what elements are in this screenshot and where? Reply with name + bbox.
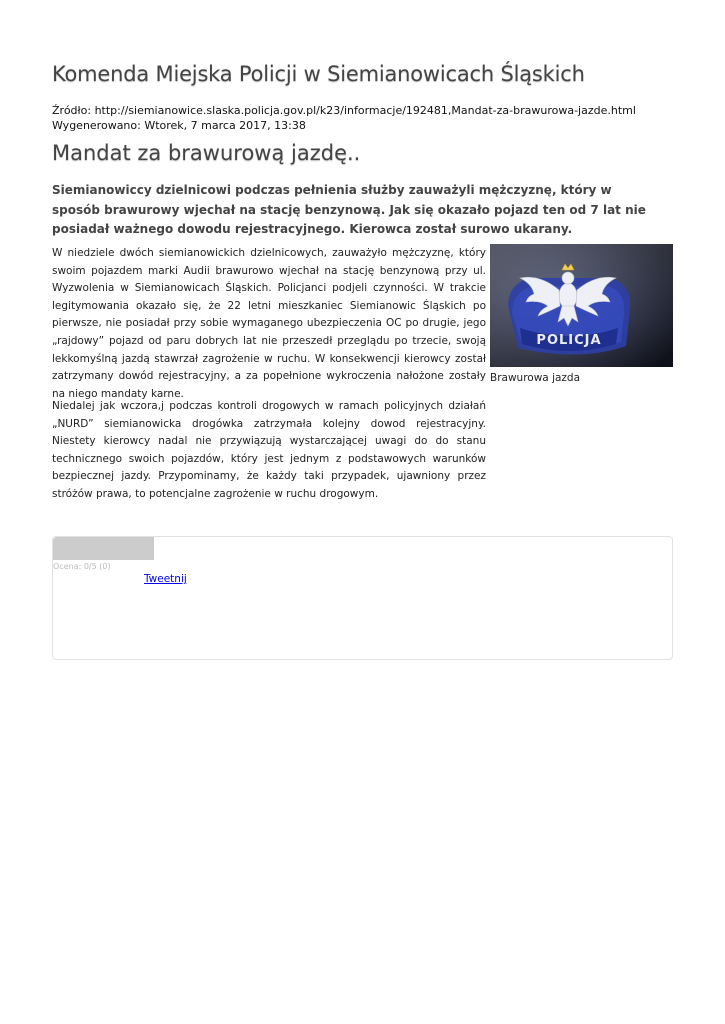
document-meta (52, 103, 636, 133)
tweet-link[interactable]: Tweetnij (144, 573, 187, 585)
article-figure (490, 244, 673, 384)
article-paragraph-2: Niedalej jak wczora,j podczas kontroli drogowych w ramach policyjnych działań „NURD” siemianowicka drogówka zatrzymała kolejny dowod rejestracyjny. Niestety kierowcy nadal nie przywiązują wystarczającej uwagi do do stanu technicznego swoich pojazdów, który jest jednym z podstawowych warunków bezpiecznej jazdy. Przypominamy, że każdy taki przypadek, ujawniony przez stróżów prawa, to potencjalne zagrożenie w ruchu drogowym. (52, 400, 486, 500)
image-caption: Brawurowa jazda (490, 372, 581, 384)
article-paragraph-1: W niedziele dwóch siemianowickich dzielnicowych, zauważyło mężczyznę, który swoim pojazdem marki Audii brawurowo wjechał na stację benzynową przy ul. Wyzwolenia w Siemianowicach Śląskich. Policjanci podjeli czynności. W trakcie legitymowania okazało się, że 22 letni mieszkaniec Siemianowic Śląskich po pierwsze, nie posiadał przy sobie wymaganego ubezpieczenia OC po drugie, jego „rajdowy” pojazd od paru dobrych lat nie przeszedł przeglądu po trzecie, swoją lekkomyślną jazdą stawrzał zagrożenie w ruchu. W konsekwencji kierowcy został zatrzymany dowód rejestracyjny, a za popełnione wykroczenia nałożone zostały na niego mandaty karne. (52, 247, 486, 400)
rating-share-box (52, 536, 673, 660)
article-lead: Siemianowiccy dzielnicowi podczas pełnienia służby zauważyli mężczyznę, który w sposób brawurowy wjechał na stację benzynową. Jak się okazało pojazd ten od 7 lat nie posiadał ważnego dowodu rejestracyjnego. Kierowca został surowo ukarany. (52, 183, 646, 236)
generated-date-line: Wygenerowano: Wtorek, 7 marca 2017, 13:38 (52, 119, 306, 132)
site-title: Komenda Miejska Policji w Siemianowicach Śląskich (52, 62, 585, 86)
badge-text: POLICJA (536, 333, 602, 348)
rating-label: Ocena: 0/5 (0) (53, 562, 111, 571)
police-cap-eagle-badge-icon (490, 244, 673, 367)
source-url-line: Źródło: http://siemianowice.slaska.policja.gov.pl/k23/informacje/192481,Mandat-za-brawurowa-jazde.html (52, 104, 636, 117)
article-title: Mandat za brawurową jazdę.. (52, 141, 361, 165)
rating-stars[interactable] (53, 537, 154, 560)
